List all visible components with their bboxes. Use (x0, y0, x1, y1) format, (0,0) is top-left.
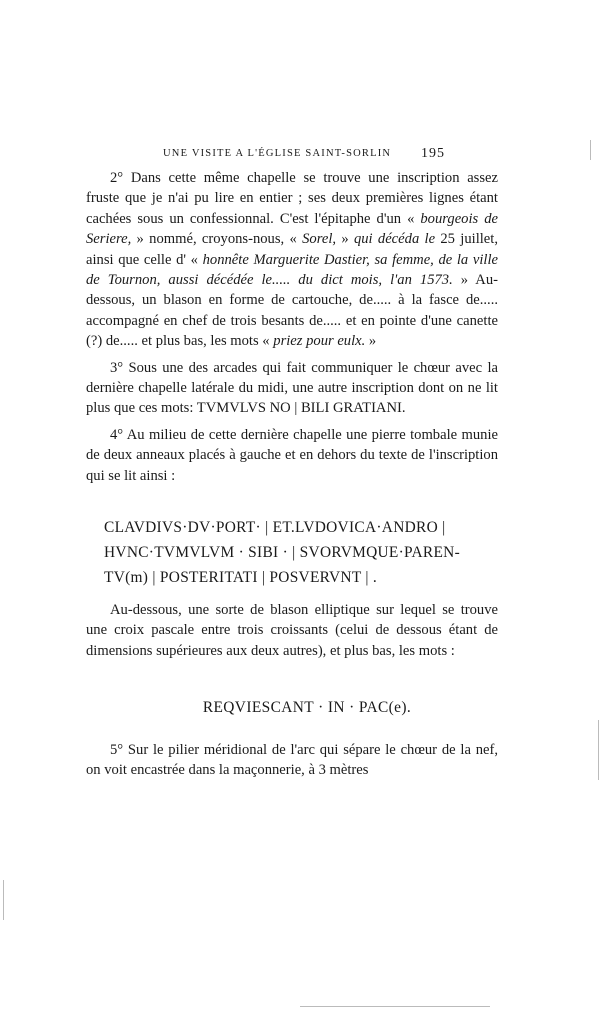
paragraph-2 (86, 168, 498, 352)
segment-italic: priez pour eulx. (273, 333, 366, 350)
segment: 4° Au milieu de cette dernière chapelle une pierre tombale munie de deux anneaux placés à gauche et en dehors du texte de l'inscription qui se lit ainsi : (86, 426, 498, 484)
segment: » (336, 231, 354, 248)
segment: » (365, 333, 377, 350)
margin-mark (300, 1006, 490, 1007)
paragraph-3 (86, 358, 498, 419)
page-header (0, 148, 600, 166)
segment: 2° Dans cette même chapelle se trouve une inscription assez fruste que je n'ai pu lire en entier ; ses deux premières lignes étant cachées sous un confessionnal. C'est l'épitaphe d'un « (86, 170, 498, 227)
requiescant-inscription: REQVIESCANT · IN · PAC(e). (202, 699, 412, 716)
segment-italic: honnête Marguerite Dastier, sa femme, de la ville de Tournon, aussi décédée le..... du dict mois, l'an 1573. (86, 251, 498, 289)
paragraph-4 (86, 425, 498, 486)
paragraph-blason: Au-dessous, une sorte de blason elliptique sur lequel se trouve une croix pascale entre trois croissants (celui de dessous étant de dimensions supérieures aux deux autres), et plus bas, les mots : (86, 602, 498, 659)
inscription (104, 515, 504, 590)
margin-mark (598, 720, 599, 780)
body-text-middle (86, 600, 498, 661)
inscription-line-1: CLAVDIVS·DV·PORT· | ET.LVDOVICA·ANDRO | (104, 519, 446, 536)
paragraph-5: 5° Sur le pilier méridional de l'arc qui sépare le chœur de la nef, on voit encastrée dans la maçonnerie, à 3 mètres (86, 742, 498, 779)
body-text-bottom (86, 740, 498, 781)
running-head: UNE VISITE A L'ÉGLISE SAINT-SORLIN (163, 148, 392, 159)
segment: » nommé, croyons-nous, « (131, 231, 303, 248)
segment-italic: bourgeois de Seriere, (86, 210, 498, 248)
segment-italic: Sorel, (302, 231, 337, 248)
segment: 25 juillet, ainsi que celle d' « (86, 231, 498, 268)
margin-mark (590, 140, 591, 160)
segment-italic: qui décéda le (353, 231, 436, 248)
page-number: 195 (421, 146, 445, 161)
inscription-line-3: TV(m) | POSTERITATI | POSVERVNT | . (104, 569, 378, 586)
margin-mark (3, 880, 4, 920)
segment: 3° Sous une des arcades qui fait communiquer le chœur avec la dernière chapelle latérale du midi, une autre inscription dont on ne lit plus que ces mots: TVMVLVS NO | BILI GRATIANI. (86, 359, 498, 417)
segment: » Au-dessous, un blason en forme de cartouche, de..... à la fasce de..... accompagné en chef de trois besants de..... et en pointe d'une canette (?) de..... et plus bas, les mots « (86, 272, 499, 350)
body-text-top (86, 168, 498, 486)
inscription-line-2: HVNC·TVMVLVM · SIBI · | SVORVMQUE·PAREN- (104, 544, 461, 561)
